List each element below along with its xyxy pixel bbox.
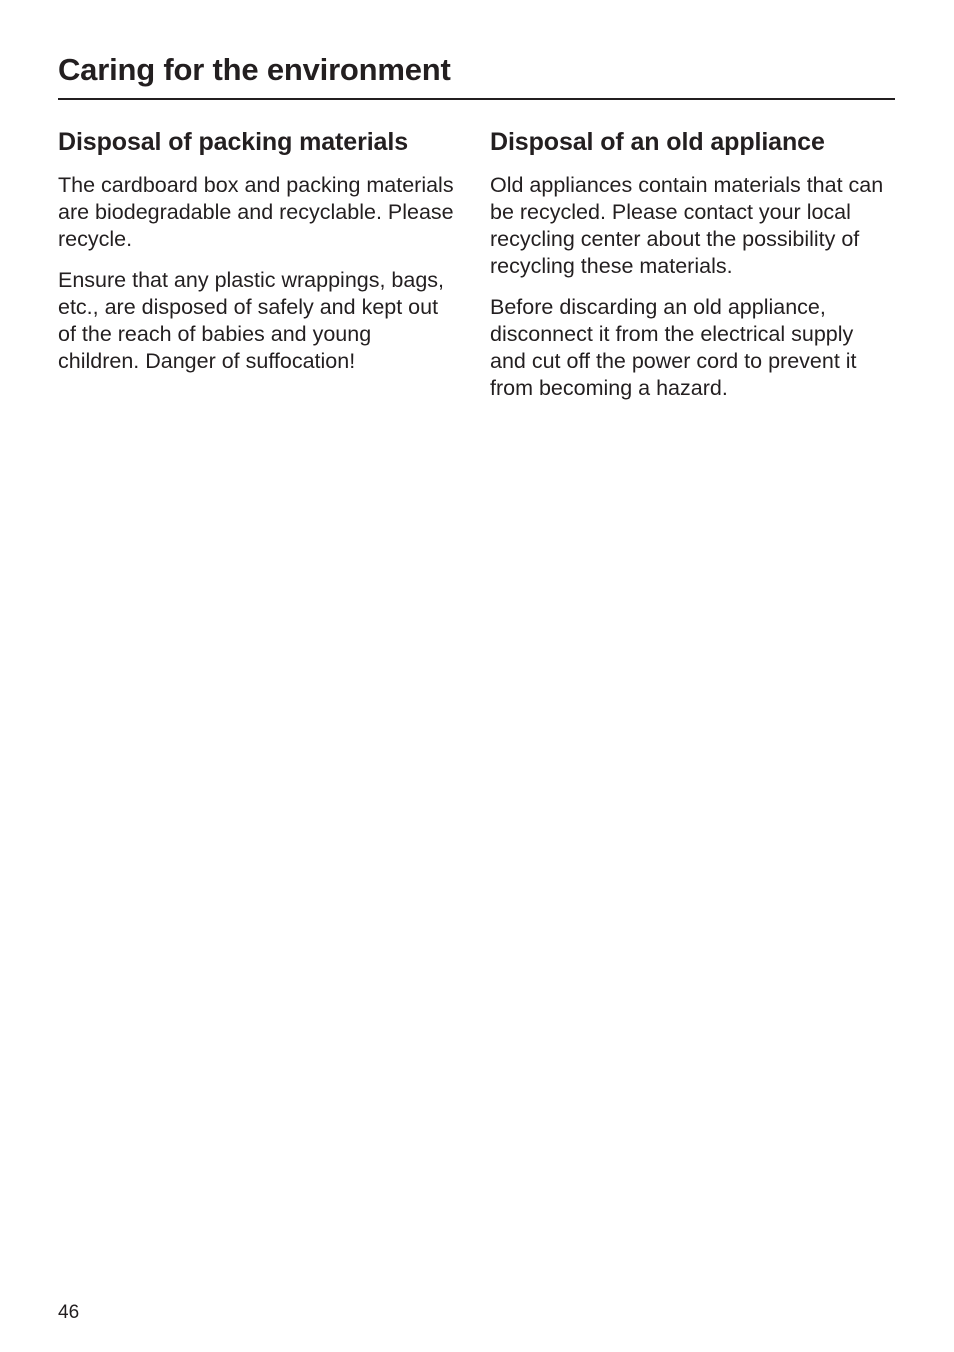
section-packing-disposal [58, 123, 458, 389]
paragraph: Old appliances contain materials that can be recycled. Please contact your local recycling center about the possibility of recycling these materials. [490, 173, 884, 278]
paragraph: Ensure that any plastic wrappings, bags, etc., are disposed of safely and kept out of the reach of babies and young children. Danger of suffocation! [58, 268, 445, 373]
page-number: 46 [58, 1302, 80, 1323]
section-heading: Disposal of packing materials [58, 128, 408, 156]
page-title: Caring for the environment [58, 52, 451, 87]
paragraph: The cardboard box and packing materials are biodegradable and recyclable. Please recycle. [58, 173, 454, 251]
paragraph: Before discarding an old appliance, disconnect it from the electrical supply and cut off the power cord to prevent it from becoming a hazard. [490, 295, 857, 400]
section-heading: Disposal of an old appliance [490, 128, 825, 156]
title-divider [58, 98, 895, 100]
section-appliance-disposal [490, 123, 890, 416]
